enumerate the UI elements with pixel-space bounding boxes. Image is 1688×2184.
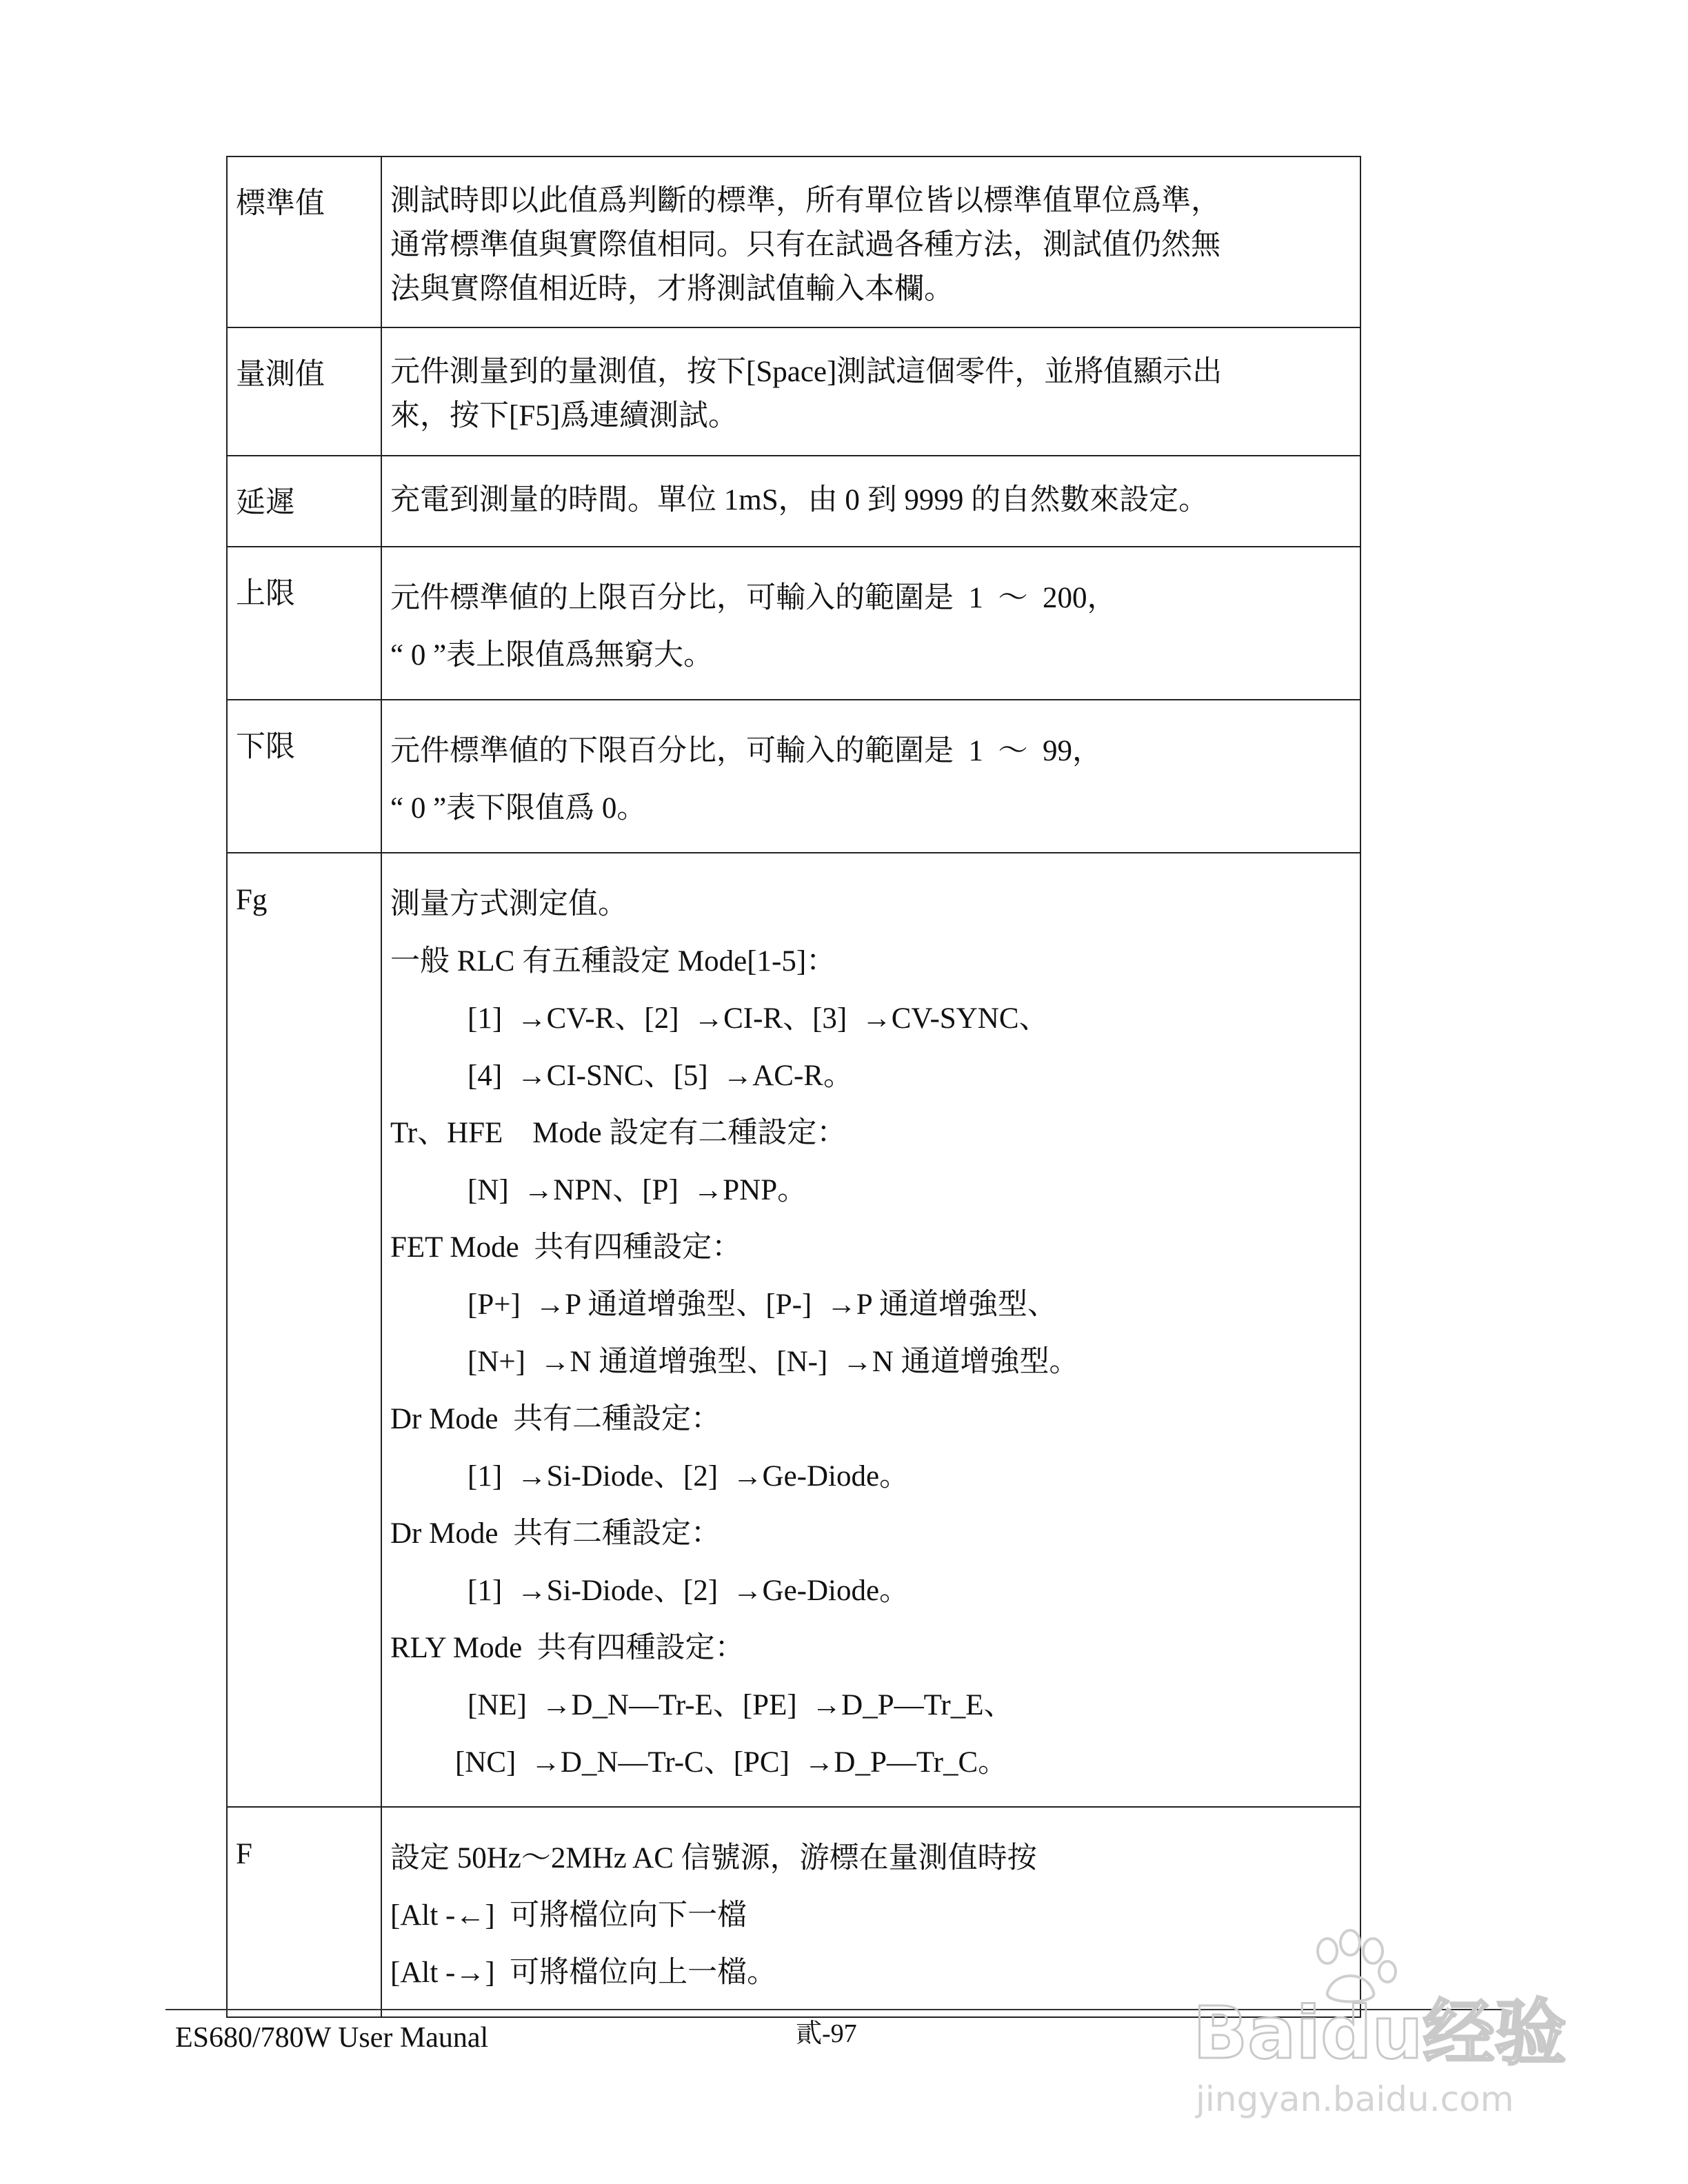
description-line: Dr Mode 共有二種設定： — [390, 1517, 721, 1550]
description-cell — [381, 853, 1360, 1807]
description-line: [4] →CI-SNC、[5] →AC-R。 — [468, 1060, 853, 1092]
table-row — [227, 327, 1360, 456]
description-line: [Alt -←] 可將檔位向下一檔 — [390, 1899, 747, 1932]
description-line: 設定 50Hz～2MHz AC 信號源，游標在量測值時按 — [390, 1842, 1037, 1874]
description-line: RLY Mode 共有四種設定： — [390, 1632, 745, 1664]
description-line: 測試時即以此值爲判斷的標準，所有單位皆以標準值單位爲準， — [390, 185, 1220, 217]
table-row — [227, 700, 1360, 853]
description-line: “ 0 ”表上限值爲無窮大。 — [390, 639, 714, 671]
baidu-jingyan-watermark — [1186, 1917, 1572, 2123]
description-line: 元件標準値的上限百分比，可輸入的範圍是 1 ～ 200， — [390, 582, 1117, 614]
description-line: 來，按下[F5]爲連續測試。 — [390, 400, 738, 432]
description-line: Tr、HFE Mode 設定有二種設定： — [390, 1117, 847, 1149]
description-line: 充電到測量的時間。單位 1mS，由 0 到 9999 的自然數來設定。 — [390, 484, 1209, 516]
description-line: FET Mode 共有四種設定： — [390, 1231, 742, 1264]
table-row — [227, 853, 1360, 1807]
parameter-table — [226, 156, 1361, 2018]
description-line: 法與實際值相近時，才將測試值輸入本欄。 — [390, 273, 954, 305]
description-cell — [381, 700, 1360, 853]
description-line: 元件測量到的量測值，按下[Space]測試這個零件，並將值顯示出 — [390, 356, 1223, 388]
description-line: Dr Mode 共有二種設定： — [390, 1403, 721, 1435]
term-cell: F — [227, 1807, 381, 2017]
term-cell: Fg — [227, 853, 381, 1807]
term-cell: 量測值 — [227, 327, 381, 456]
table-row — [227, 456, 1360, 547]
term-cell: 延遲 — [227, 456, 381, 547]
description-line: [N+] →N 通道增強型、[N-] →N 通道增強型。 — [468, 1346, 1079, 1378]
description-line: [N] →NPN、[P] →PNP。 — [468, 1174, 807, 1206]
page-number: 貳-97 — [796, 2019, 857, 2048]
term-cell: 標準值 — [227, 156, 381, 327]
table-row — [227, 547, 1360, 700]
description-line: [1] →Si-Diode、[2] →Ge-Diode。 — [468, 1460, 910, 1493]
watermark-url: jingyan.baidu.com — [1196, 2079, 1514, 2119]
description-cell — [381, 547, 1360, 700]
description-line: “ 0 ”表下限值爲 0。 — [390, 792, 647, 825]
description-line: [Alt -→] 可將檔位向上一檔。 — [390, 1957, 777, 1989]
description-cell — [381, 456, 1360, 547]
description-line: [P+] →P 通道增強型、[P-] →P 通道增強型、 — [468, 1288, 1057, 1321]
description-line: [NC] →D_N—Tr-C、[PC] →D_P—Tr_C。 — [455, 1746, 1008, 1779]
description-line: [NE] →D_N—Tr-E、[PE] →D_P—Tr_E、 — [468, 1689, 1014, 1721]
table-row — [227, 156, 1360, 327]
description-cell — [381, 327, 1360, 456]
term-cell: 上限 — [227, 547, 381, 700]
description-line: 測量方式測定值。 — [390, 888, 627, 920]
description-line: [1] →Si-Diode、[2] →Ge-Diode。 — [468, 1575, 910, 1607]
watermark-logo: Baidu经验 — [1193, 1991, 1567, 2075]
description-cell — [381, 156, 1360, 327]
description-line: [1] →CV-R、[2] →CI-R、[3] →CV-SYNC、 — [468, 1002, 1049, 1035]
description-line: 通常標準值與實際值相同。只有在試過各種方法，測試值仍然無 — [390, 229, 1220, 261]
description-line: 元件標準値的下限百分比，可輸入的範圍是 1 ～ 99， — [390, 735, 1102, 767]
term-cell: 下限 — [227, 700, 381, 853]
description-line: 一般 RLC 有五種設定 Mode[1-5]： — [390, 945, 836, 978]
manual-title: ES680/780W User Maunal — [175, 2022, 489, 2054]
